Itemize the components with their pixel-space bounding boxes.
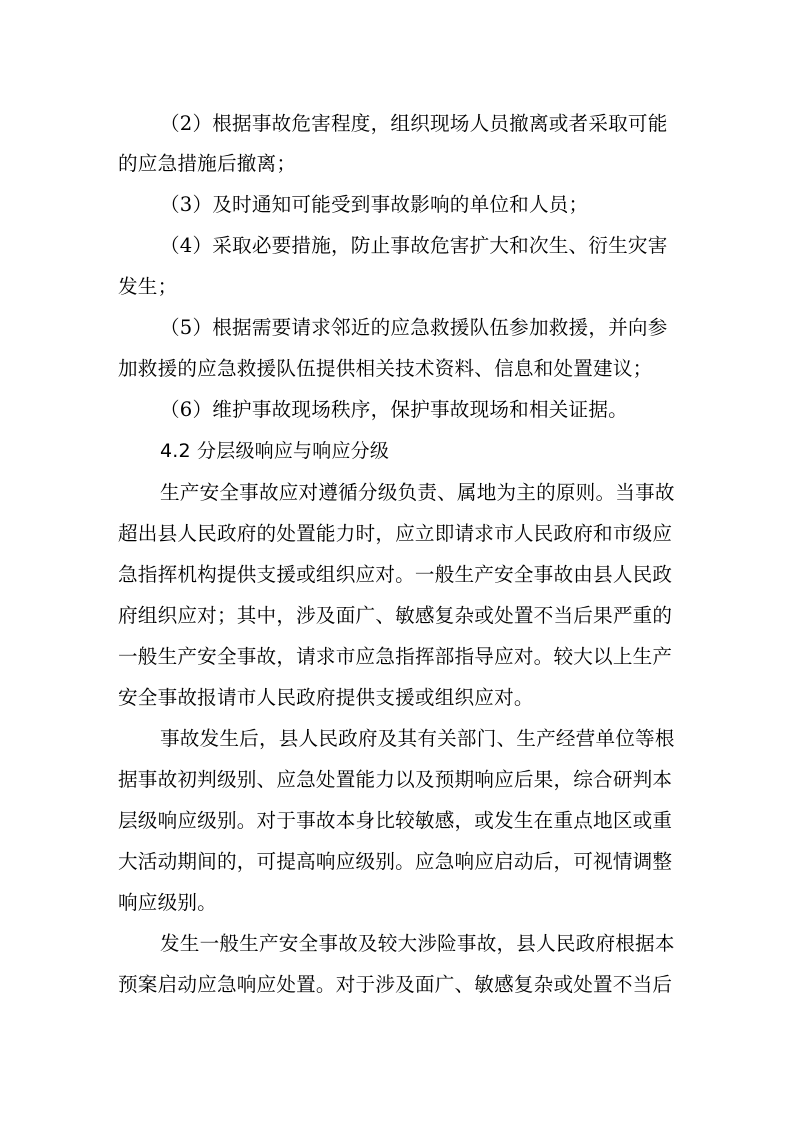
section-heading: 4.2 分层级响应与响应分级 [160, 440, 390, 462]
para-2-line-2: 据事故初判级别、应急处置能力以及预期响应后果，综合研判本 [118, 768, 673, 791]
para-1-line-2: 超出县人民政府的处置能力时，应立即请求市人民政府和市级应 [118, 522, 673, 545]
para-1-line-3: 急指挥机构提供支援或组织应对。一般生产安全事故由县人民政 [118, 563, 673, 586]
item-2-line-1: （2）根据事故危害程度，组织现场人员撤离或者采取可能 [160, 112, 668, 135]
para-1-line-6: 安全事故报请市人民政府提供支援或组织应对。 [118, 686, 534, 709]
item-6: （6）维护事故现场秩序，保护事故现场和相关证据。 [160, 398, 628, 421]
para-2-line-5: 响应级别。 [118, 891, 217, 914]
item-5-line-2: 加救援的应急救援队伍提供相关技术资料、信息和处置建议； [118, 357, 653, 380]
para-3-line-2: 预案启动应急响应处置。对于涉及面广、敏感复杂或处置不当后 [118, 973, 673, 996]
item-3: （3）及时通知可能受到事故影响的单位和人员； [160, 193, 589, 216]
item-4-line-1: （4）采取必要措施，防止事故危害扩大和次生、衍生灾害 [160, 234, 668, 257]
para-1-line-1: 生产安全事故应对遵循分级负责、属地为主的原则。当事故 [160, 481, 675, 504]
para-3-line-1: 发生一般生产安全事故及较大涉险事故，县人民政府根据本 [160, 932, 675, 955]
para-2-line-3: 层级响应级别。对于事故本身比较敏感，或发生在重点地区或重 [118, 809, 673, 832]
para-1-line-4: 府组织应对；其中，涉及面广、敏感复杂或处置不当后果严重的 [118, 604, 673, 627]
item-2-line-2: 的应急措施后撤离； [118, 152, 297, 175]
para-2-line-4: 大活动期间的，可提高响应级别。应急响应启动后，可视情调整 [118, 850, 673, 873]
item-4-line-2: 发生； [118, 275, 178, 298]
para-2-line-1: 事故发生后，县人民政府及其有关部门、生产经营单位等根 [160, 727, 675, 750]
item-5-line-1: （5）根据需要请求邻近的应急救援队伍参加救援，并向参 [160, 316, 668, 339]
para-1-line-5: 一般生产安全事故，请求市应急指挥部指导应对。较大以上生产 [118, 645, 673, 668]
